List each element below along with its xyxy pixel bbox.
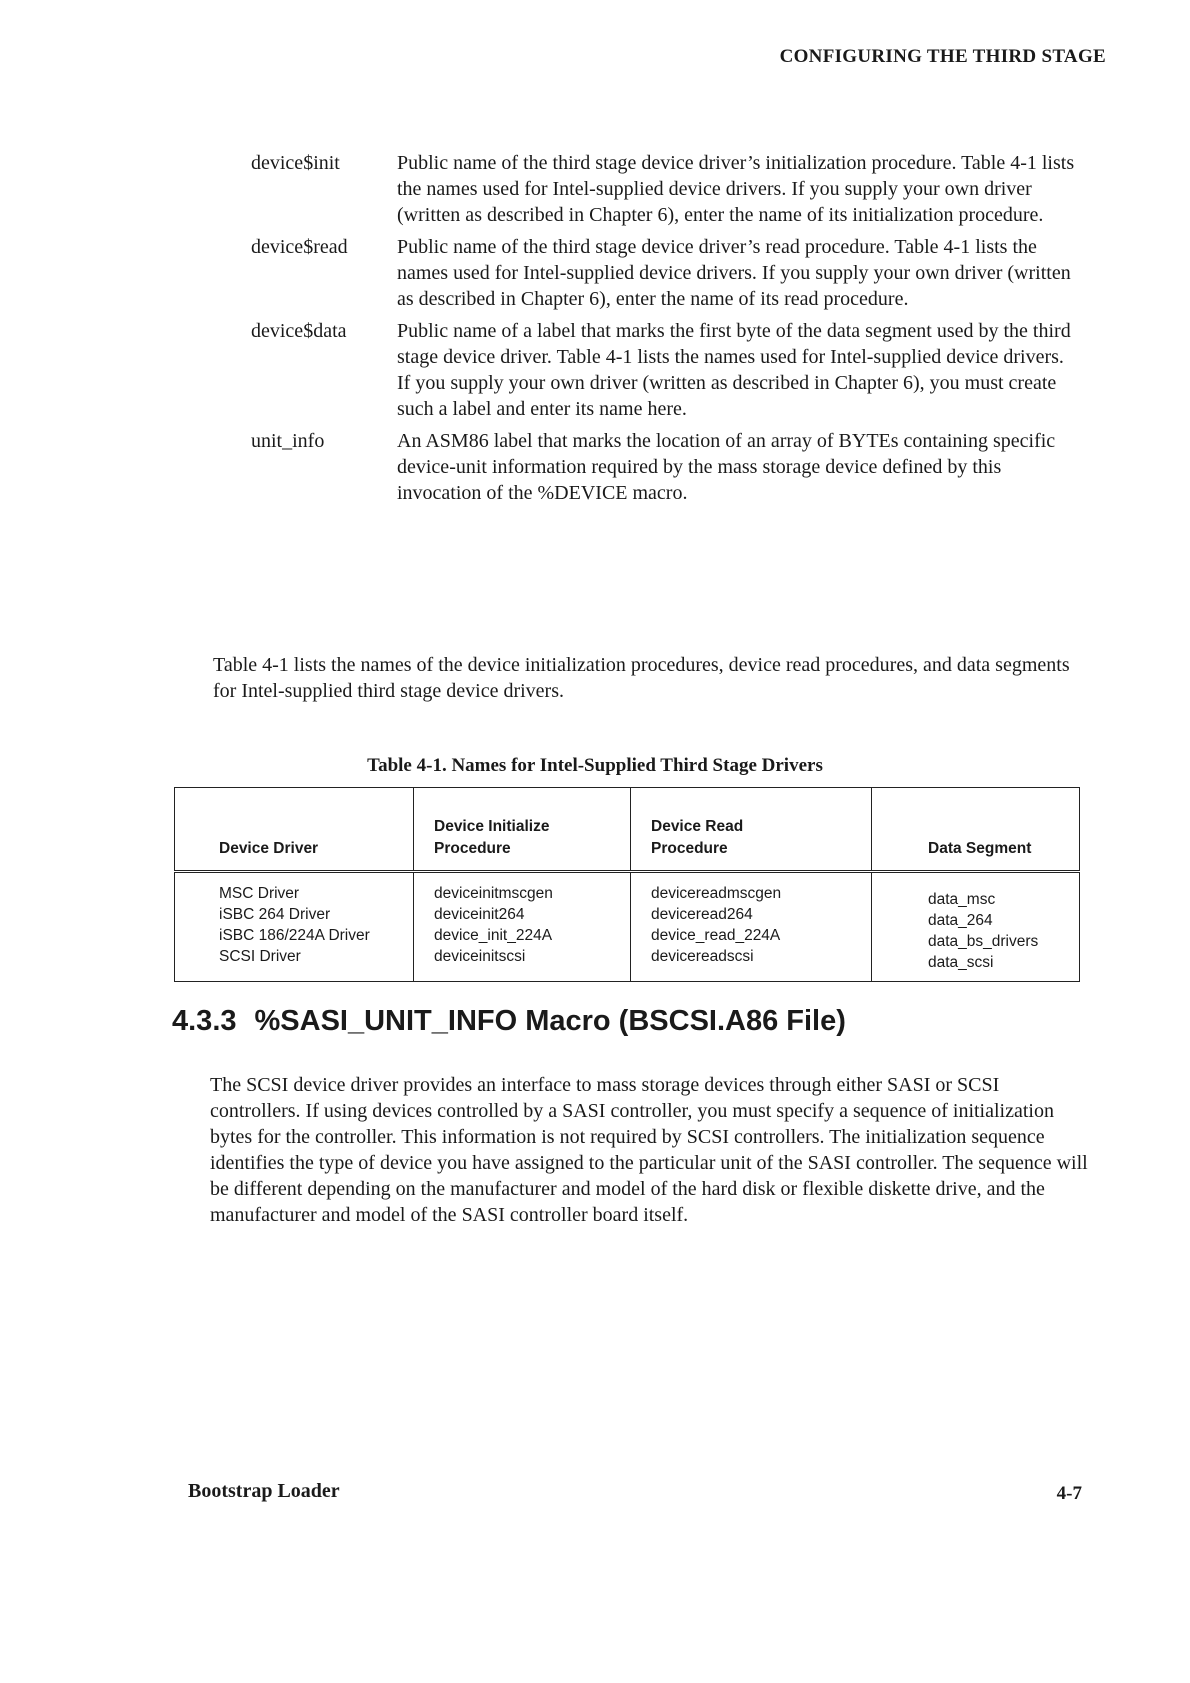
running-head: CONFIGURING THE THIRD STAGE xyxy=(779,46,1106,67)
definition-term: device$read xyxy=(251,236,348,258)
section-heading xyxy=(172,1005,846,1038)
col-device-driver: MSC Driver iSBC 264 Driver iSBC 186/224A Driver SCSI Driver xyxy=(175,872,414,982)
page-number: 4-7 xyxy=(1056,1483,1082,1504)
intro-paragraph: Table 4-1 lists the names of the device initialization procedures, device read procedures, and data segments for Intel-supplied third stage device drivers. xyxy=(213,654,1070,702)
definition-unit-info xyxy=(251,428,1091,506)
section-paragraph: The SCSI device driver provides an interface to mass storage devices through either SASI or SCSI controllers. If using devices controlled by a SASI controller, you must specify a sequence of initialization bytes for the controller. This information is not required by SCSI controllers. The initialization sequence identifies the type of device you have assigned to the particular unit of the SASI controller. The sequence will be different depending on the manufacturer and model of the hard disk or flexible diskette drive, and the manufacturer and model of the SASI controller board itself. xyxy=(210,1074,1088,1226)
definition-term: device$init xyxy=(251,152,340,174)
definition-text: Public name of the third stage device driver’s initialization procedure. Table 4-1 lists the names used for Intel-supplied device drivers. If you supply your own driver (written as described in Chapter 6), enter the name of its initialization procedure. xyxy=(397,152,1075,226)
definition-device-read xyxy=(251,234,1091,312)
definition-device-init xyxy=(251,150,1091,228)
drivers-table xyxy=(174,787,1080,982)
definition-text: An ASM86 label that marks the location of an array of BYTEs containing specific device-unit information required by the mass storage device defined by this invocation of the %DEVICE macro. xyxy=(397,430,1056,504)
definition-text: Public name of the third stage device driver’s read procedure. Table 4-1 lists the names used for Intel-supplied device drivers. If you supply your own driver (written as described in Chapter 6), enter the name of its read procedure. xyxy=(397,236,1071,310)
definition-term: unit_info xyxy=(251,430,325,452)
col-device-initialize: deviceinitmscgen deviceinit264 device_init_224A deviceinitscsi xyxy=(414,872,631,982)
definition-device-data xyxy=(251,318,1091,422)
section-title: %SASI_UNIT_INFO Macro (BSCSI.A86 File) xyxy=(254,1005,846,1037)
definition-text: Public name of a label that marks the first byte of the data segment used by the third stage device driver. Table 4-1 lists the names used for Intel-supplied device drivers. If you supply your own driver (written as described in Chapter 6), you must create such a label and enter its name here. xyxy=(397,320,1071,420)
table-row xyxy=(175,872,1080,982)
col-device-read: devicereadmscgen deviceread264 device_read_224A devicereadscsi xyxy=(631,872,872,982)
header-device-driver: Device Driver xyxy=(175,788,414,872)
col-data-segment: data_msc data_264 data_bs_drivers data_scsi xyxy=(872,872,1080,982)
header-device-initialize: Device Initialize Procedure xyxy=(414,788,631,872)
header-data-segment: Data Segment xyxy=(872,788,1080,872)
header-device-read: Device Read Procedure xyxy=(631,788,872,872)
table-caption: Table 4-1. Names for Intel-Supplied Third Stage Drivers xyxy=(367,755,823,776)
definition-term: device$data xyxy=(251,320,347,342)
definition-list xyxy=(251,150,1091,512)
footer-title: Bootstrap Loader xyxy=(188,1480,340,1502)
section-number: 4.3.3 xyxy=(172,1005,237,1037)
table-header-row xyxy=(175,788,1080,872)
